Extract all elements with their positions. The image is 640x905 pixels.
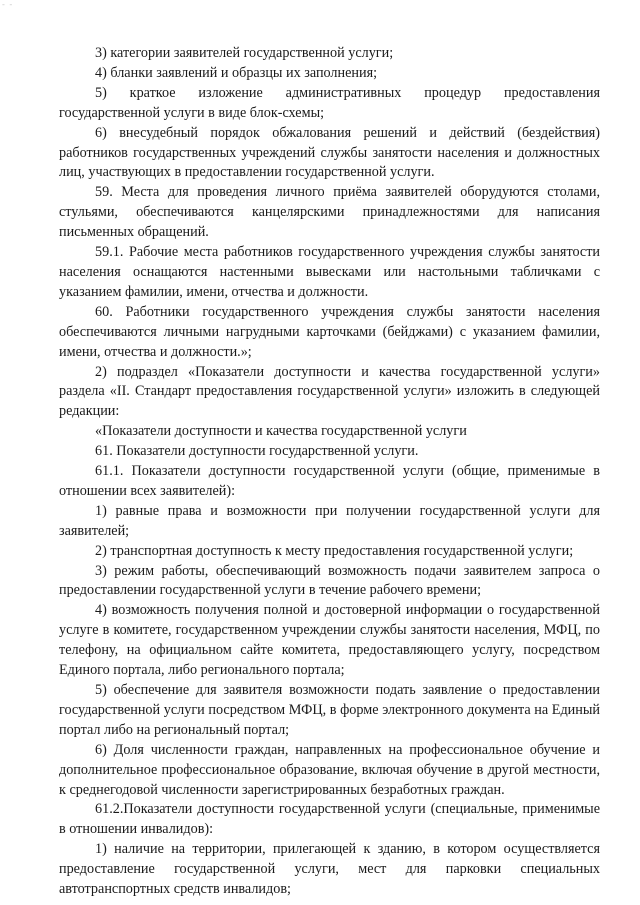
paragraph-61: 61. Показатели доступности государственной услуги. — [95, 443, 419, 460]
paragraph-section-heading: «Показатели доступности и качества государственной услуги — [95, 423, 467, 440]
list-item-equal-rights: 1) равные права и возможности при получении государственной услуги для заявителей; — [59, 502, 600, 539]
paragraph-amendment-2: 2) подраздел «Показатели доступности и качества государственной услуги» раздела «II. Стандарт предоставления государственной услуги» изложить в следующей редакции: — [59, 363, 600, 420]
list-item-mfc-application: 5) обеспечение для заявителя возможности подать заявление о предоставлении государственной услуги посредством МФЦ, в форме электронного документа на Единый портал либо на региональный портал; — [59, 682, 600, 738]
paragraph-3-categories: 3) категории заявителей государственной услуги; — [95, 45, 394, 61]
paragraph-59-1: 59.1. Рабочие места работников государственного учреждения службы занятости населения оснащаются настенными вывесками или настольными табличками с указанием фамилии, имени, отчества и должности. — [59, 244, 600, 300]
paragraph-6-appeal: 6) внесудебный порядок обжалования решений и действий (бездействия) работников государственных учреждений службы занятости населения и должностных лиц, участвующих в предоставлении государственной услуги. — [59, 124, 600, 181]
paragraph-4-forms: 4) бланки заявлений и образцы их заполнения; — [95, 64, 378, 81]
paragraph-60: 60. Работники государственного учреждения службы занятости населения обеспечиваются личными нагрудными карточками (бейджами) с указанием фамилии, имени, отчества и должности.»; — [59, 303, 600, 360]
list-item-parking: 1) наличие на территории, прилегающей к зданию, в котором осуществляется предоставление государственной услуги, мест для парковки специальных автотранспортных средств инвалидов; — [59, 841, 600, 898]
list-item-training-share: 6) Доля численности граждан, направленных на профессиональное обучение и дополнительное профессиональное образование, включая обучение в другой местности, к среднегодовой численности зарегистрированных безработных граждан. — [59, 741, 600, 798]
paragraph-61-2: 61.2.Показатели доступности государственной услуги (специальные, применимые в отношении инвалидов): — [59, 801, 600, 838]
document-body — [59, 44, 600, 900]
paragraph-5-summary: 5) краткое изложение административных процедур предоставления государственной услуги в виде блок-схемы; — [59, 84, 600, 121]
paragraph-61-1: 61.1. Показатели доступности государственной услуги (общие, применимые в отношении всех заявителей): — [59, 463, 600, 499]
scan-corner-mark: - - — [2, 0, 14, 9]
paragraph-59: 59. Места для проведения личного приёма заявителей оборудуются столами, стульями, обеспечиваются канцелярскими принадлежностями для написания письменных обращений. — [59, 184, 600, 241]
list-item-working-hours: 3) режим работы, обеспечивающий возможность подачи заявителем запроса о предоставлении государственной услуги в течение рабочего времени; — [59, 562, 600, 599]
list-item-information: 4) возможность получения полной и достоверной информации о государственной услуге в комитете, государственном учреждении службы занятости населения, МФЦ, по телефону, на официальном сайте комитета, предоставляющего услугу, посредством Единого портала, либо регионального портала; — [59, 602, 600, 679]
list-item-transport: 2) транспортная доступность к месту предоставления государственной услуги; — [95, 542, 574, 559]
